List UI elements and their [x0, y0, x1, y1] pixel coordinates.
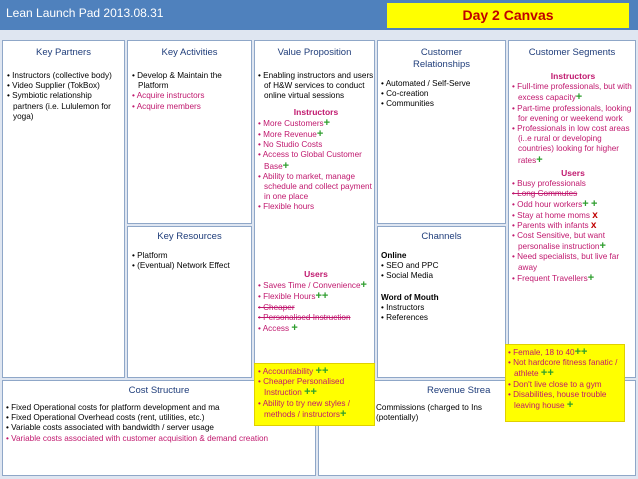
list-item: • Video Supplier (TokBox)	[7, 81, 100, 91]
item-text: • Saves Time / Convenience	[258, 281, 361, 291]
vp-instructors-title: Instructors	[293, 106, 339, 117]
list-item: • Don't live close to a gym	[508, 379, 602, 389]
list-item: • Variable costs associated with bandwidth / server usage	[6, 423, 214, 433]
key-resources-box	[127, 226, 252, 378]
list-item: • Develop & Maintain the Platform	[132, 71, 222, 91]
list-item: • Acquire members	[132, 101, 201, 111]
list-item: • Cheaper	[258, 302, 295, 312]
cs-instructors-title: Instructors	[550, 71, 596, 81]
item-text: • Not hardcore fitness fanatic / athlete	[508, 358, 618, 379]
list-item: • Ability to market, manage schedule and collect payment in one place	[258, 171, 372, 202]
segments-highlight-box	[505, 344, 625, 422]
revenue-line: (potentially)	[376, 413, 419, 423]
value-highlight-box	[254, 363, 375, 426]
revenue-line: Commissions (charged to Ins	[376, 403, 483, 412]
plus-mark: +	[340, 407, 347, 420]
list-item	[258, 377, 374, 398]
plus-mark: +	[575, 91, 583, 104]
item-text: • Frequent Travellers	[512, 273, 588, 283]
plus-mark: +	[310, 386, 317, 399]
item-text: • Cheaper Personalised Instruction	[258, 377, 345, 398]
plus-mark: +	[587, 271, 595, 284]
list-item	[508, 358, 624, 379]
channels-wom-label: Word of Mouth	[381, 292, 439, 302]
list-item	[258, 366, 374, 377]
customer-segments-box	[508, 40, 636, 378]
list-item	[508, 390, 624, 411]
list-item: • Instructors (collective body)	[7, 71, 112, 80]
list-item	[512, 199, 634, 210]
plus-mark: +	[574, 346, 582, 358]
plus-mark: +	[321, 365, 329, 377]
list-item: • Long Commutes	[512, 189, 578, 199]
list-item: • Co-creation	[381, 89, 429, 99]
customer-relationships-box	[377, 40, 506, 224]
header-title: Lean Launch Pad 2013.08.31	[6, 6, 164, 20]
list-item: • Personalised Instruction	[258, 312, 351, 322]
item-text: • Access to Global Customer Base	[258, 150, 362, 171]
key-partners-title: Key Partners	[36, 47, 91, 58]
list-item: • Instructors	[381, 302, 425, 312]
list-item: • Flexible hours	[258, 202, 315, 212]
x-mark: x	[590, 219, 597, 231]
plus-mark: +	[321, 290, 329, 303]
item-text: • Disabilities, house trouble leaving house	[508, 389, 607, 411]
plus-mark: +	[316, 128, 324, 141]
plus-mark: +	[360, 279, 367, 292]
list-item: • Variable costs associated with customer acquisition & demand creation	[6, 433, 269, 443]
list-item: • (Eventual) Network Effect	[132, 261, 230, 271]
channels-title: Channels	[421, 231, 462, 242]
item-text: • Odd hour workers	[512, 200, 583, 210]
list-item: • SEO and PPC	[381, 261, 439, 271]
plus-mark: +	[536, 153, 543, 166]
list-item: • Part-time professionals, looking for evening or weekend work	[512, 103, 632, 123]
list-item: • No Studio Costs	[258, 140, 323, 150]
value-proposition-box	[254, 40, 375, 378]
item-text: • Accountability	[258, 367, 314, 376]
revenue-streams-title: Revenue Strea	[427, 385, 491, 396]
plus-mark: +	[323, 116, 331, 129]
list-item	[512, 231, 634, 252]
list-item	[258, 150, 374, 171]
customer-segments-title: Customer Segments	[528, 47, 616, 58]
vp-users-title: Users	[304, 269, 328, 279]
item-text: • Female, 18 to 40	[508, 348, 575, 357]
item-text: • Full-time professionals, but with excess capacity	[512, 82, 632, 103]
plus-mark: +	[540, 367, 548, 380]
item-text: • Parents with infants	[512, 220, 589, 230]
plus-mark: +	[315, 290, 322, 303]
list-item: • Platform	[132, 251, 168, 260]
list-item	[512, 221, 634, 231]
item-text: • Professionals in low cost areas (i..e rural or developing countries) looking for higher rates	[512, 124, 630, 165]
cs-users-title: Users	[561, 167, 585, 178]
key-activities-box	[127, 40, 252, 224]
item-text: • Ability to try new styles / methods / instructors	[258, 398, 351, 419]
plus-mark: +	[282, 159, 290, 172]
customer-relationships-title: Customer Relationships	[412, 47, 471, 70]
list-item	[512, 211, 634, 221]
list-item: • Social Media	[381, 271, 434, 281]
list-item: • Automated / Self-Serve	[381, 79, 471, 88]
channels-box	[377, 226, 506, 378]
key-partners-box	[2, 40, 125, 378]
plus-mark: +	[599, 240, 606, 253]
list-item: • Fixed Operational Overhead costs (rent, utilities, etc.)	[6, 413, 205, 423]
cost-structure-title: Cost Structure	[128, 385, 190, 396]
item-text: • Stay at home moms	[512, 210, 590, 220]
list-item	[512, 124, 634, 166]
day-badge: Day 2 Canvas	[387, 3, 629, 28]
item-text: • Access	[258, 324, 290, 334]
item-text: • More Revenue	[258, 130, 317, 140]
value-proposition-title: Value Proposition	[277, 47, 352, 58]
item-text: • Flexible Hours	[258, 292, 316, 302]
list-item: • References	[381, 313, 429, 323]
key-activities-title: Key Activities	[161, 47, 218, 58]
plus-mark: +	[581, 346, 588, 358]
list-item	[258, 291, 374, 302]
list-item: • Busy professionals	[512, 179, 586, 189]
header-bar	[0, 0, 638, 30]
x-mark: x	[592, 209, 598, 221]
plus-mark: +	[547, 367, 554, 380]
plus-mark: +	[304, 386, 311, 399]
plus-mark: +	[590, 198, 598, 211]
value-intro: • Enabling instructors and users of H&W services to conduct online virtual sessions	[258, 71, 374, 101]
item-text: • More Customers	[258, 118, 324, 128]
list-item	[258, 323, 374, 334]
list-item: • Fixed Operational costs for platform development and ma	[6, 403, 220, 412]
list-item	[258, 399, 374, 420]
item-text: • Cost Sensitive, but want personalise instruction	[512, 231, 605, 252]
list-item	[512, 82, 634, 103]
list-item: • Acquire instructors	[132, 91, 205, 101]
plus-mark: +	[315, 365, 322, 377]
key-resources-title: Key Resources	[157, 231, 222, 242]
list-item	[508, 347, 624, 358]
plus-mark: +	[566, 399, 574, 412]
plus-mark: +	[291, 322, 298, 335]
list-item: • Need specialists, but live far away	[512, 252, 620, 272]
list-item: • Symbiotic relationship partners (i.e. Lululemon for yoga)	[7, 91, 111, 121]
list-item	[512, 273, 634, 284]
list-item	[258, 129, 374, 140]
channels-online-label: Online	[381, 251, 407, 260]
list-item: • Communities	[381, 99, 434, 109]
plus-mark: +	[582, 198, 589, 211]
